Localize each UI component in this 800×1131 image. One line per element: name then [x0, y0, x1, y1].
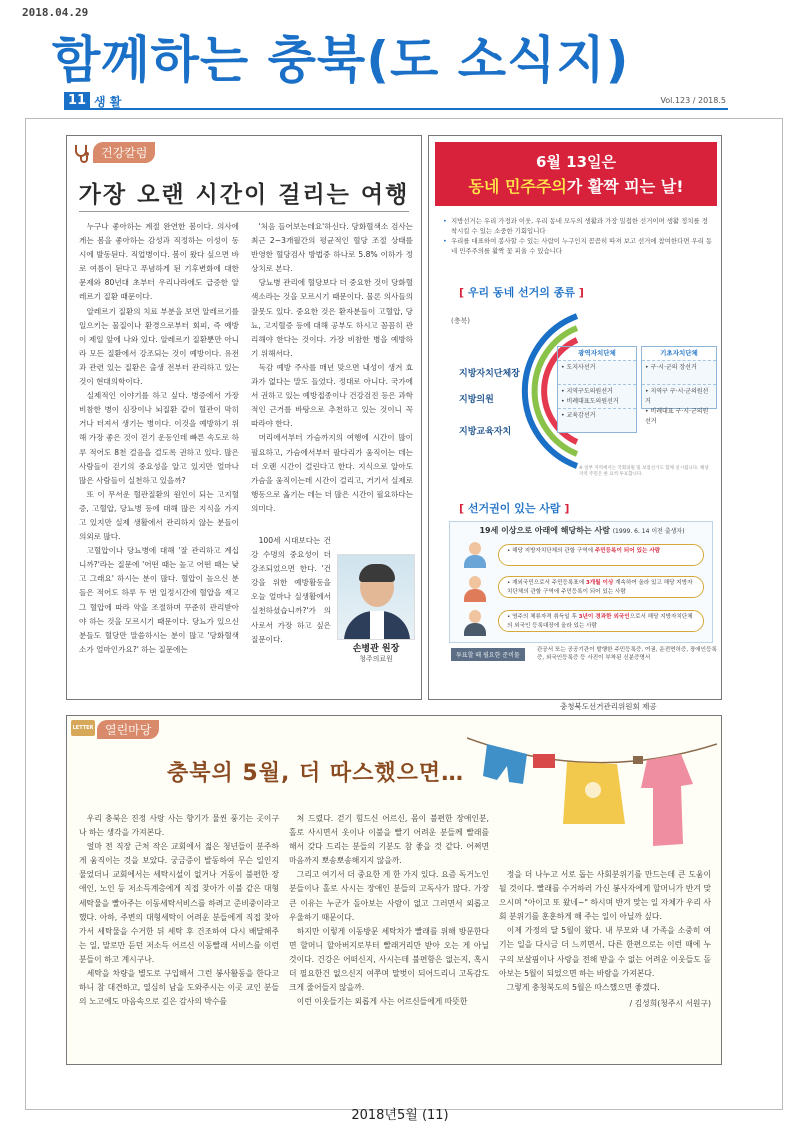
author-photo — [337, 554, 415, 640]
election-credit: 충청북도선거관리위원회 제공 — [560, 702, 657, 711]
health-text-column-2 — [251, 220, 413, 550]
letter-icon: LETTER — [71, 720, 95, 736]
health-column-title: 가장 오랜 시간이 걸리는 여행 — [78, 182, 410, 208]
region-label: (충북) — [451, 317, 470, 325]
resident-icon — [462, 542, 488, 568]
list-item: • 지방선거는 우리 가정과 이웃, 우리 동네 모두의 생활과 가장 밀접한 선거이며 생활 정치를 정착시킬 수 있는 소중한 기회입니다 — [443, 216, 713, 236]
eligible-item: • 영주의 체류자격 취득일 후 3년이 경과한 외국인으로서 해당 지방자치단체의 외국인 등록대장에 올라 있는 사람 — [498, 610, 704, 632]
author-organization: 청주의료원 — [359, 655, 393, 663]
open-yard-column-3 — [499, 868, 711, 1060]
election-types-heading: [ 우리 동네 선거의 종류 ] — [459, 286, 584, 299]
letter-signature: / 김성희(청주시 서원구) — [629, 998, 711, 1008]
laundry-line-illustration — [467, 724, 717, 859]
section-number: 11 — [64, 92, 90, 109]
election-footnote: ※ 일부 지역에서는 국회의원 및 보궐선거도 함께 실시됩니다. 해당 지역 주민은 한 표씩 투표합니다. — [579, 466, 709, 477]
paragraph: 실제적인 이야기를 하고 싶다. 병증에서 가장 비참한 병이 심장이나 뇌질환 같이 혈관이 막히거나 터져서 생기는 병이다. 이것을 예방하기 위해 가장 좋은 것이 걷기 운동인데 빠른 속도로 하루 적어도 8천 걸음을 걸도록 권하고 있다. 많은 사람들이 걷기의 중요성을 알고 있지만 얼마나 많은 사람들이 실천하고 있을까? — [79, 391, 239, 485]
eligible-heading: [ 선거권이 있는 사람 ] — [459, 502, 570, 515]
paragraph: 하지만 이렇게 이동방문 세탁차가 빨래를 위해 방문한다면 할머니 할아버지로부터 빨래거리만 받아 오는 게 아닐 것이다. 건강은 어떠신지, 사시는데 불편함은 없는지, 혹시 더 필요한건 없으신지 여쭈며 말벗이 되어드리니 고독감도 크게 줄어들지 않을까. — [289, 926, 489, 993]
page-footer: 2018년5월 (11) — [351, 1108, 449, 1123]
banner-line-1: 6월 13일은 — [535, 153, 616, 171]
paragraph: 또 이 무서운 혈관질환의 원인이 되는 고지혈증, 고혈압, 당뇨병 등에 대해 많은 지식을 가지고 있지만 실제 생활에서 관리하지 않는 분들이 의외로 많다. — [79, 489, 239, 542]
health-text-column-1 — [79, 220, 239, 695]
metro-header: 광역자치단체 — [578, 349, 616, 357]
paragraph: '처음 들어보는데요'하신다. 당화혈색소 검사는 최근 2~3개월간의 평균적인 혈당 조절 상태를 반영한 혈당검사 방법중 하나로 5.8% 이하가 정상치로 본다. — [251, 222, 413, 274]
level-label: 지방의원 — [459, 395, 494, 405]
paragraph: 얼마 전 직장 근처 작은 교회에서 젊은 청년들이 분주하게 움직이는 것을 보았다. 궁금증이 발동하여 무슨 일인지 물었더니 교회에서는 세탁시설이 없거나 거동이 불편한 장애인, 노인 등 저소득계층에게 직접 찾아가 이불 같은 대형세탁물을 빨아주는 이동세탁서비스를 하려고 준비중이라고 했다. 아하, 주변의 대형세탁이 어려운 분들에게 직접 찾아가서 세탁물을 수거한 뒤 세탁 후 건조하여 다시 배달해주는 일, 말로만 듣던 저소득 어르신 이동빨래 서비스를 이런 분들이 하고 계시구나. — [79, 842, 279, 964]
paragraph: 100세 시대보다는 건강 수명의 중요성이 더 강조되었으면 한다. '건강을 위한 예방활동을 오늘 얼마나 실생활에서 실천하셨습니까?'가 의사로서 가장 하고 싶은 질문이다. — [251, 536, 331, 644]
open-yard-column-1 — [79, 812, 279, 1060]
election-intro-list — [443, 216, 713, 256]
volume-label: Vol.123 / 2018.5 — [660, 96, 726, 105]
table-cell: • 지역구 구·시·군의원선거 • 비례대표 구·시·군의원선거 — [642, 384, 716, 408]
section-name: 생 활 — [94, 95, 122, 109]
list-item: • 우리를 대표하여 봉사할 수 있는 사람이 누구인지 꼼꼼히 따져 보고 선거에 참여한다면 우리 동네 민주주의를 활짝 꽃 피울 수 있습니다 — [443, 236, 713, 256]
overseas-citizen-icon — [462, 576, 488, 602]
paragraph: 독감 예방 주사를 매년 맞으면 내성이 생겨 효과가 없다는 말도 들었다. 정대로 아니다. 국가에서 권하고 있는 예방접종이나 건강검진 등은 과학적인 근거를 바탕으로 추천하고 있는 것이니 꼭 따라야 한다. — [251, 362, 413, 429]
basic-election-table — [641, 346, 717, 425]
required-items-tag: 투표할 때 필요한 준비물 — [451, 648, 525, 661]
paragraph: 우리 충북은 진정 사랑 사는 향기가 물씬 풍기는 곳이구나 하는 생각을 가져본다. — [79, 814, 279, 838]
open-yard-tag: 열린마당 — [97, 720, 159, 739]
title-divider — [79, 211, 409, 212]
section-bar — [64, 92, 728, 110]
open-yard-column-2 — [289, 812, 489, 1060]
table-cell: • 도지사선거 — [558, 360, 636, 384]
paragraph: 고혈압이나 당뇨병에 대해 '잘 관리하고 계십니까?'라는 질문에 '어떤 때는 높고 어떤 때는 낮고 그래요' 하시는 분이 많다. 혈압이 높으신 분들은 적어도 하루 두 번 일정시간에 혈압을 재고 그 혈압에 따라 약을 조절하며 꾸준히 관리받아야 하는 것을 모르시기 때문이다. 당뇨가 있으신 분들도 혈당만 말씀하시는 분이 많고 '당화혈색소가 얼마인가요?' 하는 질문에는 — [79, 546, 239, 654]
basic-header: 기초자치단체 — [660, 349, 698, 357]
paragraph: 이런 이웃들기는 외롭게 사는 어르신들에게 따뜻한 — [296, 997, 468, 1007]
table-cell: • 지역구도의원선거 • 비례대표도의원선거 — [558, 384, 636, 408]
table-cell: • 교육감선거 — [558, 408, 636, 432]
metro-election-table — [557, 346, 637, 433]
open-yard-box — [66, 715, 722, 1065]
health-text-column-2b — [251, 534, 331, 694]
banner-line-2 — [435, 174, 717, 197]
author-name: 손병관 원장 — [352, 644, 400, 654]
health-column-header — [67, 136, 421, 170]
paragraph: 당뇨병 관리에 혈당보다 더 중요한 것이 당화혈색소라는 것을 모르시기 때문이다. 물론 의사들의 잘못도 있다. 중요한 것은 환자분들이 고혈압, 당뇨, 고지혈증 등에 대해 공부도 하시고 꼼꼼히 관리해야 한다는 것이다. 가장 비참한 병을 예방하기 위해서다. — [251, 278, 413, 358]
health-column-tag: 건강칼럼 — [93, 142, 155, 163]
eligible-item: • 해당 지방자치단체의 관할 구역에 주민등록이 되어 있는 사람 — [498, 544, 704, 566]
paragraph: 그리고 여기서 더 중요한 게 한 가지 있다. 요즘 독거노인 분들이나 홀로 사시는 장애인 분들의 고독사가 많다. 가장 큰 이유는 누군가 돌아보는 사람이 없고 그러면서 외롭고 우울하기 때문이다. — [289, 870, 489, 922]
paragraph: 쳐 드렸다. 걷기 힘드신 어르신, 몸이 불편한 장애인분, 홀로 사시면서 옷이나 이불을 빨기 어려운 분들께 빨래를 해서 갖다 드리는 분들의 기분도 참 좋을 것 같다. 어쩌면 마음까지 뽀송뽀송해지지 않을까. — [289, 814, 489, 866]
table-cell: • 구·시·군의 장선거 — [642, 360, 716, 384]
paragraph: 이제 가정의 달 5월이 왔다. 내 부모와 내 가족을 소중히 여기는 일을 다시금 더 느끼면서, 다른 한편으로는 이런 때에 누구의 보살핌이나 사랑을 전해 받을 수 없는 어려운 이웃들도 돌아보는 5월이 되었으면 하는 바람을 가져본다. — [499, 926, 711, 978]
eligible-voters-box — [449, 521, 713, 643]
level-label: 지방교육자치 — [459, 427, 512, 437]
paragraph: 정을 더 나누고 서로 돕는 사회분위기를 만드는데 큰 도움이 될 것이다. 빨래를 수거하러 가신 봉사자에게 할머니가 반겨 맞으시며 "아이고 또 왔네~" 하시며 반겨 맞는 일 자체가 우리 사회 분위기를 훈훈하게 해 주는 일이 아닐까 싶다. — [499, 870, 711, 922]
level-label: 지방자치단체장 — [459, 369, 520, 379]
election-banner — [435, 142, 717, 206]
stethoscope-icon — [71, 142, 93, 164]
foreign-resident-icon — [462, 610, 488, 636]
paragraph: 알레르기 질환의 치료 부분을 보면 알레르기를 일으키는 물질이나 환경으로부터 회피, 즉 예방이 제일 앞에 나와 있다. 알레르기 질환뿐만 아니라 모든 질환에서 강조되는 것이 예방이다. 유전과 관련 있는 질환은 출생 전부터 관리하고 있는 것이 현대의학이다. — [79, 306, 239, 387]
paragraph: 머리에서부터 가슴까지의 여행에 시간이 많이 필요하고, 가슴에서부터 팔다리가 움직이는 데는 더 오랜 시간이 걸린다고 한다. 지식으로 알아도 가슴을 움직이는데 시간이 걸리고, 거기서 실제로 행동으로 옮기는 데는 더 많은 시간이 필요하다는 의미다. — [251, 433, 413, 513]
paragraph: 세탁을 차량을 별도로 구입해서 그런 봉사활동을 한다고 하니 참 대견하고, 열심히 남을 도와주시는 이곳 교인 분들의 노고에도 마음속으로 깊은 감사의 박수를 — [79, 969, 279, 1007]
banner-highlight: 동네 민주주의 — [468, 177, 567, 196]
eligible-item: • 재외국민으로서 주민등록표에 3개월 이상 계속하여 올라 있고 해당 지방자치단체의 관할 구역에 주민등록이 되어 있는 사람 — [498, 576, 704, 598]
date-stamp: 2018.04.29 — [22, 6, 89, 19]
election-notice-box — [428, 135, 722, 700]
required-items-text: 관공서 또는 공공기관이 발행한 주민등록증, 여권, 운전면허증, 장애인등록증, 외국인등록증 등 사진이 부착된 신분증명서 — [537, 647, 717, 661]
banner-rest: 가 활짝 피는 날! — [566, 177, 684, 196]
age-requirement: 19세 이상으로 아래에 해당하는 사람 (1999. 6. 14 이전 출생자) — [479, 526, 685, 535]
paragraph: 누구나 좋아하는 계절 완연한 봄이다. 의사에게는 봄을 좋아하는 감성과 직정하는 이성이 동시에 발동된다. 직업병이다. 봄이 왔다 싶으면 바로 여름이 된다고 푸념하게 된 기후변화에 대한 문제와 80년대 초부터 우리나라에도 급증한 알레르기 질환 때문이다. — [79, 222, 239, 302]
health-column-box — [66, 135, 422, 700]
open-yard-title: 충북의 5월, 더 따스했으면… — [167, 761, 465, 786]
paragraph: 그렇게 충청북도의 5월은 따스했으면 좋겠다. — [506, 982, 660, 992]
masthead-title: 함께하는 충북(도 소식지) — [52, 31, 630, 89]
